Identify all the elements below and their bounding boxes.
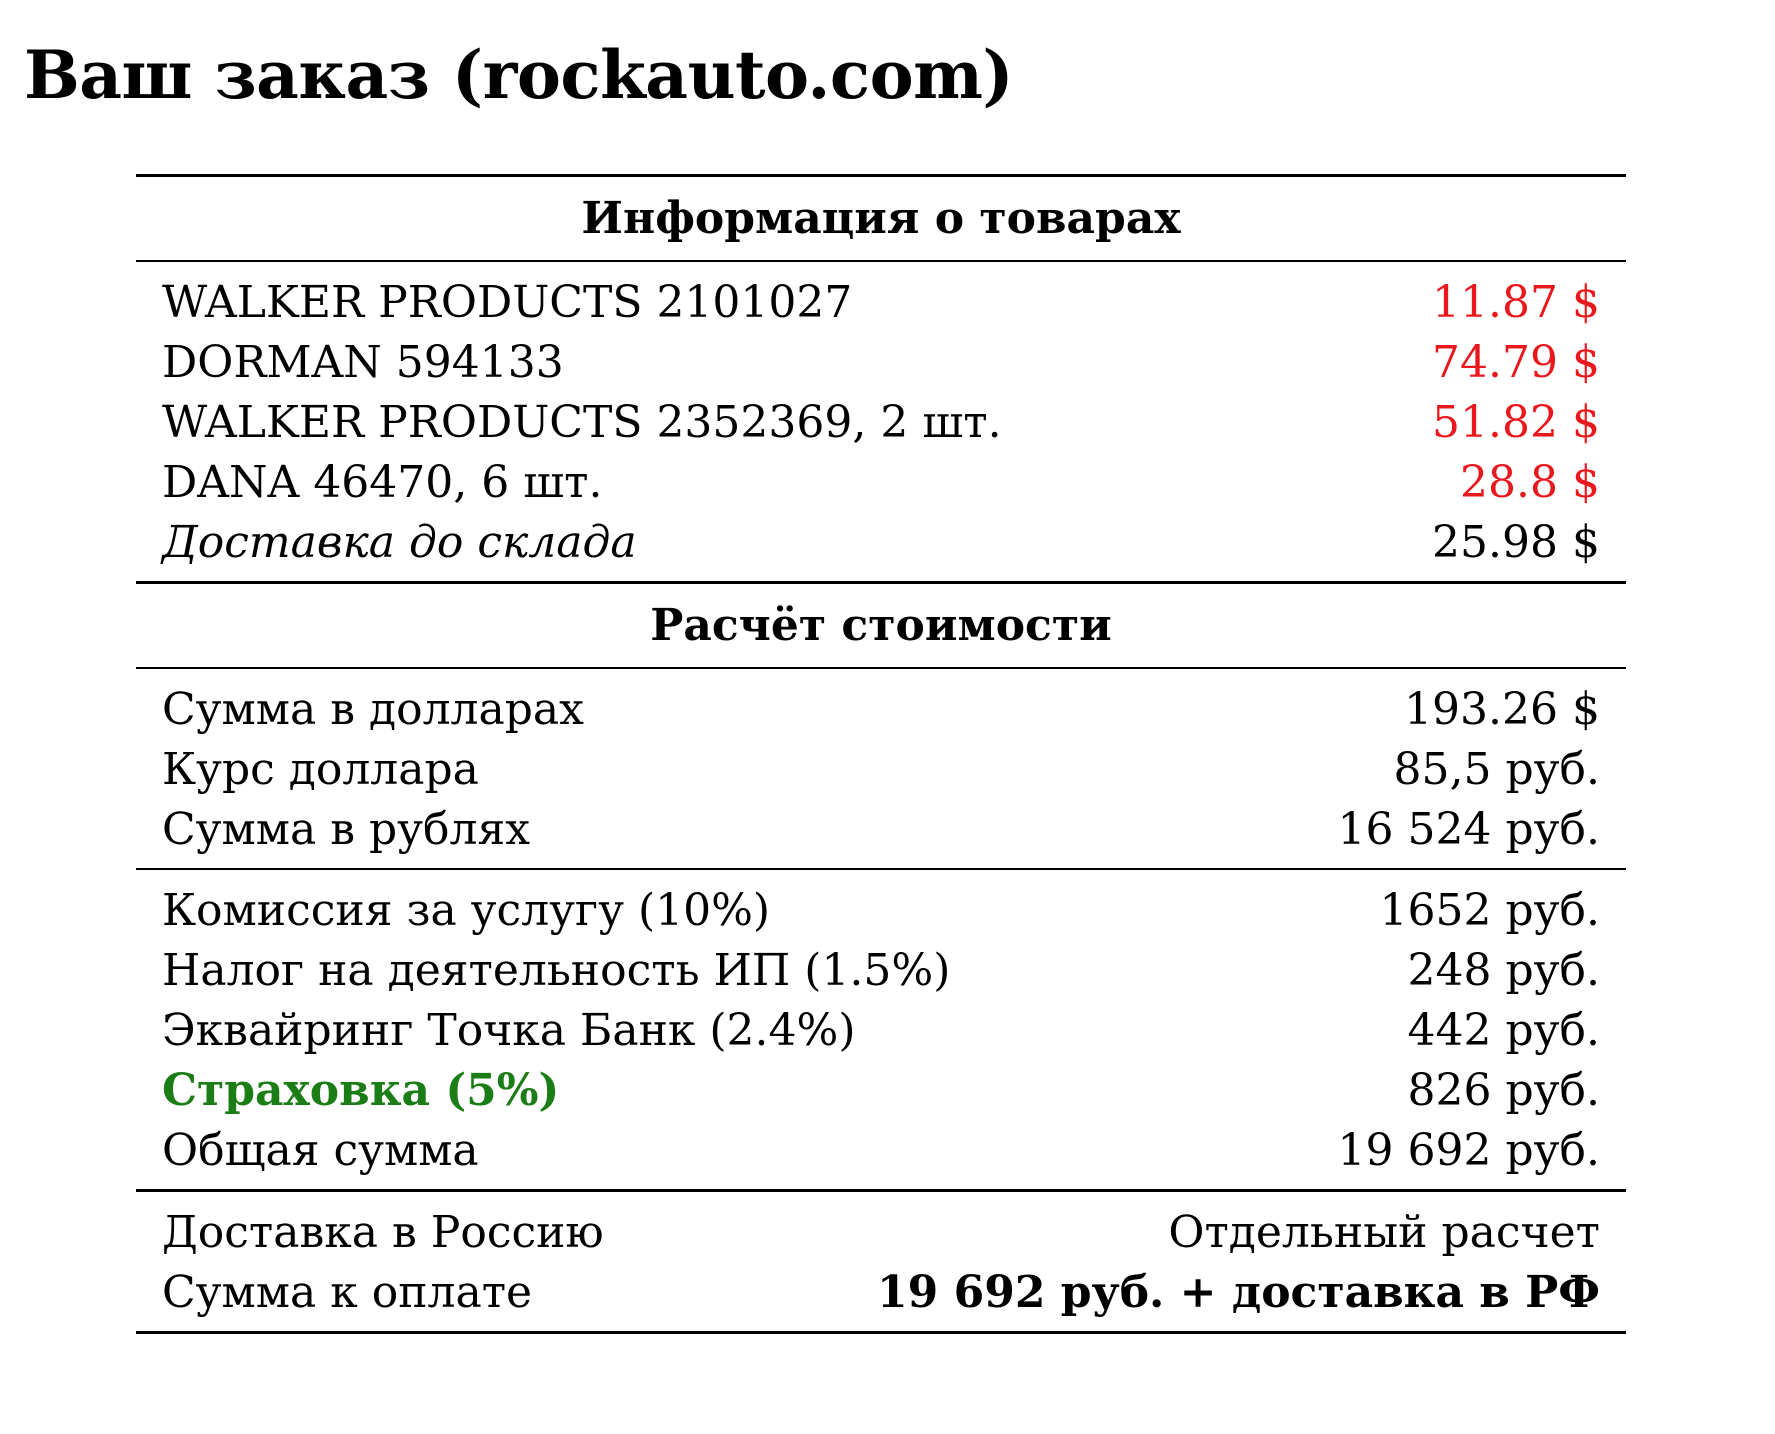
item-price: 74.79 $ xyxy=(1432,336,1600,388)
warehouse-delivery-label: Доставка до склада xyxy=(162,516,637,568)
insurance-label: Страховка (5%) xyxy=(162,1064,560,1116)
item-row xyxy=(136,392,1626,452)
calc-section-header: Расчёт стоимости xyxy=(650,600,1112,651)
item-price: 11.87 $ xyxy=(1432,276,1600,328)
sum-usd-value: 193.26 $ xyxy=(1404,683,1600,735)
item-row xyxy=(136,332,1626,392)
tax-row xyxy=(136,940,1626,1000)
service-fee-label: Комиссия за услугу (10%) xyxy=(162,884,771,936)
russia-delivery-row xyxy=(136,1202,1626,1262)
acquiring-value: 442 руб. xyxy=(1407,1004,1600,1056)
page-title: Ваш заказ (rockauto.com) xyxy=(24,36,1014,114)
acquiring-row xyxy=(136,1000,1626,1060)
acquiring-label: Эквайринг Точка Банк (2.4%) xyxy=(162,1004,856,1056)
item-name: DANA 46470, 6 шт. xyxy=(162,456,603,508)
exchange-rate-value: 85,5 руб. xyxy=(1393,743,1600,795)
item-name: DORMAN 594133 xyxy=(162,336,564,388)
total-label: Общая сумма xyxy=(162,1124,479,1176)
insurance-row xyxy=(136,1060,1626,1120)
total-value: 19 692 руб. xyxy=(1337,1124,1600,1176)
tax-value: 248 руб. xyxy=(1407,944,1600,996)
sum-usd-row xyxy=(136,679,1626,739)
amount-due-value: 19 692 руб. + доставка в РФ xyxy=(877,1266,1600,1318)
total-row xyxy=(136,1120,1626,1180)
item-price: 51.82 $ xyxy=(1432,396,1600,448)
amount-due-label: Сумма к оплате xyxy=(162,1266,533,1318)
exchange-rate-label: Курс доллара xyxy=(162,743,479,795)
items-section-header: Информация о товарах xyxy=(581,193,1181,244)
fees-list xyxy=(136,870,1626,1189)
item-row xyxy=(136,272,1626,332)
service-fee-row xyxy=(136,880,1626,940)
amount-due-row xyxy=(136,1262,1626,1322)
items-list xyxy=(136,262,1626,581)
item-name: WALKER PRODUCTS 2352369, 2 шт. xyxy=(162,396,1002,448)
tax-label: Налог на деятельность ИП (1.5%) xyxy=(162,944,951,996)
russia-delivery-value: Отдельный расчет xyxy=(1168,1206,1600,1258)
item-row xyxy=(136,452,1626,512)
sum-rub-label: Сумма в рублях xyxy=(162,803,531,855)
service-fee-value: 1652 руб. xyxy=(1379,884,1600,936)
warehouse-delivery-value: 25.98 $ xyxy=(1432,516,1600,568)
sum-rub-value: 16 524 руб. xyxy=(1337,803,1600,855)
final-list xyxy=(136,1192,1626,1331)
item-price: 28.8 $ xyxy=(1460,456,1600,508)
warehouse-delivery-row xyxy=(136,512,1626,572)
order-table xyxy=(136,174,1626,1334)
sum-usd-label: Сумма в долларах xyxy=(162,683,584,735)
exchange-rate-row xyxy=(136,739,1626,799)
insurance-value: 826 руб. xyxy=(1407,1064,1600,1116)
table-bottom-rule xyxy=(136,1331,1626,1334)
russia-delivery-label: Доставка в Россию xyxy=(162,1206,604,1258)
item-name: WALKER PRODUCTS 2101027 xyxy=(162,276,853,328)
sum-rub-row xyxy=(136,799,1626,859)
conversion-list xyxy=(136,669,1626,868)
